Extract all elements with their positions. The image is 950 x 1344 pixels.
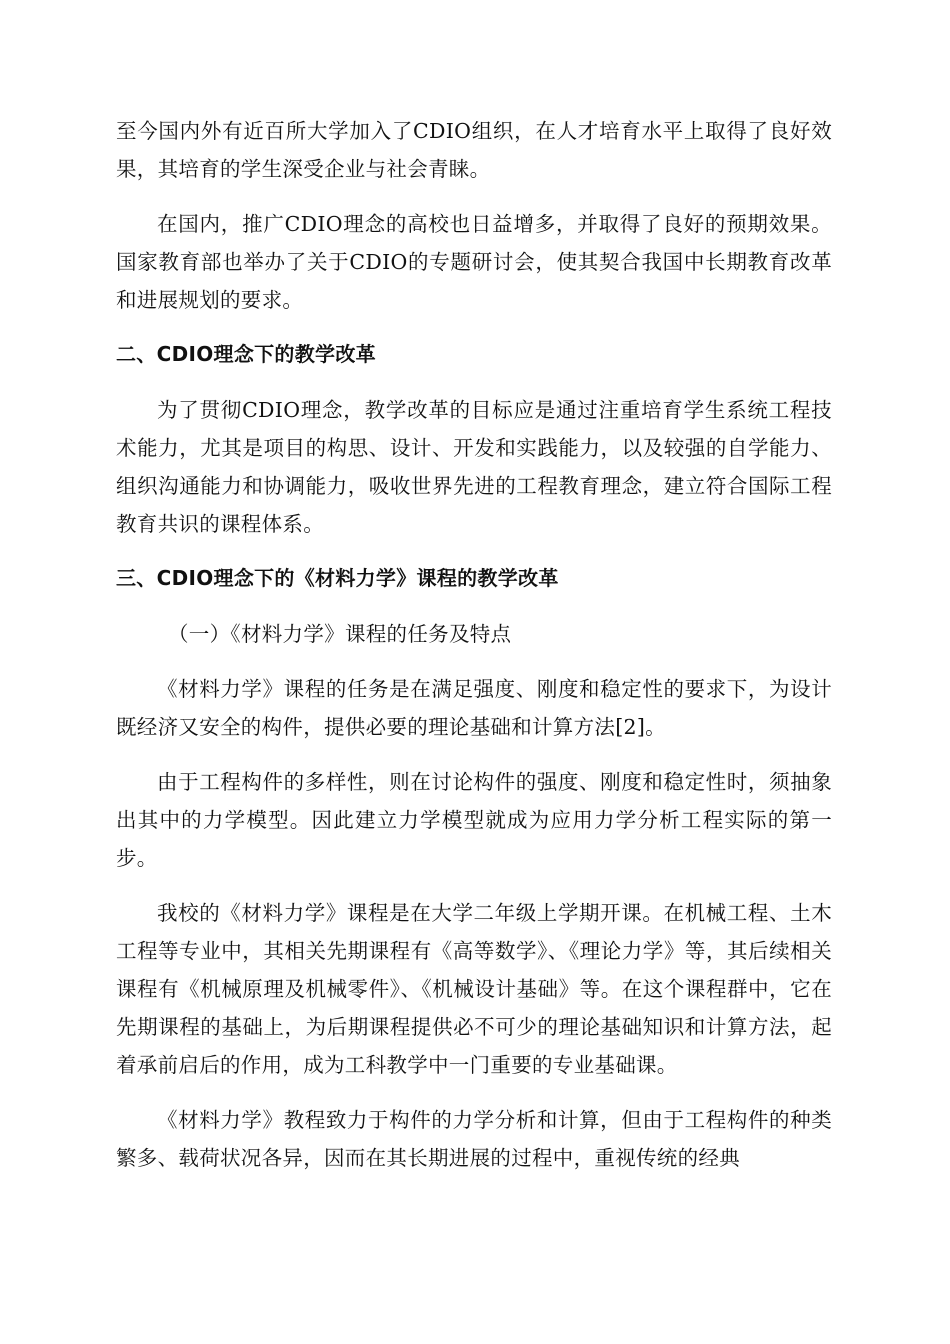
document-page bbox=[116, 112, 832, 1194]
paragraph-course-position: 我校的《材料力学》课程是在大学二年级上学期开课。在机械工程、土木工程等专业中，其相关先期课程有《高等数学》、《理论力学》等，其后续相关课程有《机械原理及机械零件》、《机械设计基础》等。在这个课程群中，它在先期课程的基础上，为后期课程提供必不可少的理论基础知识和计算方法，起着承前启后的作用，成为工科教学中一门重要的专业基础课。 bbox=[116, 901, 832, 1077]
subsection-heading-1: （一）《材料力学》课程的任务及特点 bbox=[168, 622, 512, 646]
section-heading-3: 三、CDIO理念下的《材料力学》课程的教学改革 bbox=[116, 566, 559, 590]
paragraph-mechanical-model: 由于工程构件的多样性，则在讨论构件的强度、刚度和稳定性时，须抽象出其中的力学模型。因此建立力学模型就成为应用力学分析工程实际的第一步。 bbox=[116, 770, 832, 870]
section-heading-2: 二、CDIO理念下的教学改革 bbox=[116, 342, 376, 366]
paragraph-cdio-adoption: 至今国内外有近百所大学加入了CDIO组织，在人才培育水平上取得了良好效果，其培育的学生深受企业与社会青睐。 bbox=[116, 119, 832, 181]
paragraph-course-focus: 《材料力学》教程致力于构件的力学分析和计算，但由于工程构件的种类繁多、载荷状况各异，因而在其长期进展的过程中，重视传统的经典 bbox=[116, 1108, 832, 1170]
paragraph-domestic-cdio: 在国内，推广CDIO理念的高校也日益增多，并取得了良好的预期效果。国家教育部也举办了关于CDIO的专题研讨会，使其契合我国中长期教育改革和进展规划的要求。 bbox=[116, 212, 832, 312]
paragraph-course-task: 《材料力学》课程的任务是在满足强度、刚度和稳定性的要求下，为设计既经济又安全的构件，提供必要的理论基础和计算方法[2]。 bbox=[116, 677, 832, 739]
paragraph-teaching-reform: 为了贯彻CDIO理念，教学改革的目标应是通过注重培育学生系统工程技术能力，尤其是项目的构思、设计、开发和实践能力，以及较强的自学能力、组织沟通能力和协调能力，吸收世界先进的工程教育理念，建立符合国际工程教育共识的课程体系。 bbox=[116, 398, 832, 536]
